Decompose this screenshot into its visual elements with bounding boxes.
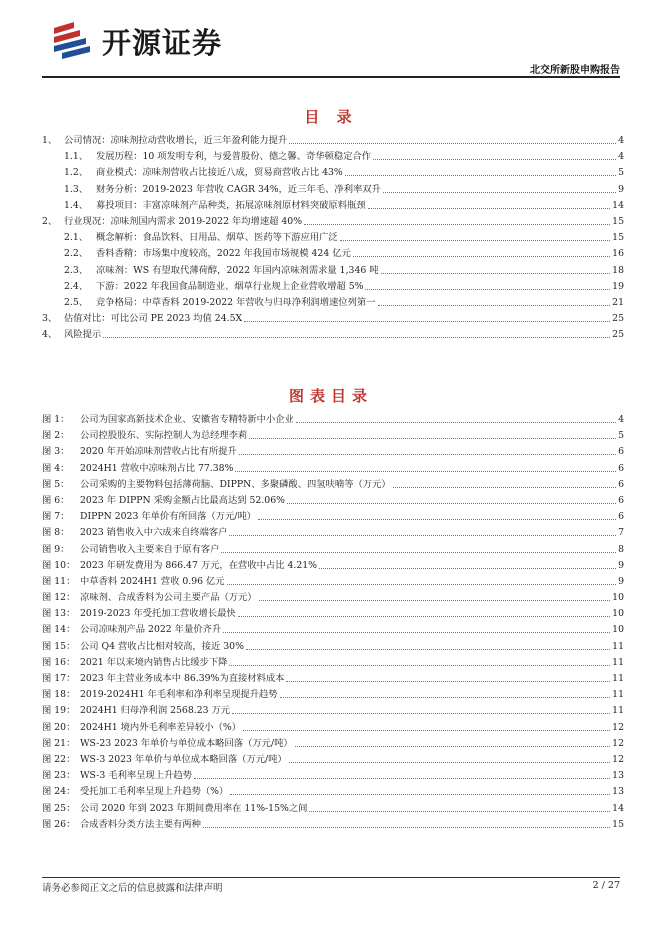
page-header: [0, 0, 662, 80]
entry-page: 5: [618, 167, 624, 179]
toc-entry[interactable]: [42, 198, 624, 214]
entry-title: 2023 年 DIPPN 采购金额占比最高达到 52.06%: [80, 494, 285, 506]
figure-entry[interactable]: [42, 752, 624, 768]
entry-number: 图 5：: [42, 478, 70, 490]
entry-page: 11: [612, 640, 624, 652]
leader-dots: [238, 606, 610, 617]
entry-title: 2021 年以来境内销售占比缓步下降: [80, 656, 228, 668]
leader-dots: [295, 736, 610, 747]
toc-entry[interactable]: [42, 214, 624, 230]
toc-entry[interactable]: [42, 133, 624, 149]
leader-dots: [232, 703, 610, 714]
entry-number: 图 25：: [42, 802, 76, 814]
entry-page: 13: [612, 786, 624, 798]
leader-dots: [373, 149, 616, 160]
entry-page: 4: [618, 135, 624, 146]
entry-number: 图 26：: [42, 818, 76, 830]
entry-title: 合成香料分类方法主要有两种: [80, 818, 201, 830]
toc-entry[interactable]: [42, 311, 624, 327]
leader-dots: [246, 639, 610, 650]
figure-entry[interactable]: [42, 525, 624, 541]
entry-number: 2、: [42, 215, 58, 227]
leader-dots: [289, 752, 610, 763]
leader-dots: [383, 182, 616, 193]
leader-dots: [296, 412, 616, 423]
entry-page: 4: [618, 151, 624, 163]
toc-list: [42, 133, 624, 343]
entry-page: 6: [618, 511, 624, 523]
figure-entry[interactable]: [42, 461, 624, 477]
entry-page: 15: [612, 818, 624, 830]
entry-page: 18: [612, 264, 624, 276]
entry-page: 25: [612, 313, 624, 325]
entry-title: 2019-2023 年受托加工营收增长最快: [80, 608, 236, 620]
entry-number: 1.4、: [64, 199, 89, 211]
entry-page: 21: [612, 296, 624, 308]
figure-entry[interactable]: [42, 477, 624, 493]
entry-page: 10: [612, 624, 624, 636]
entry-page: 9: [618, 559, 624, 571]
leader-dots: [368, 198, 611, 209]
entry-number: 图 19：: [42, 705, 76, 717]
figure-list-title: 图表目录: [288, 387, 373, 405]
leader-dots: [235, 461, 616, 472]
entry-page: 6: [618, 478, 624, 490]
report-type-label: 北交所新股申购报告: [530, 65, 620, 76]
entry-number: 图 15：: [42, 640, 76, 652]
entry-title: 公司为国家高新技术企业、安徽省专精特新中小企业: [80, 414, 294, 425]
figure-entry[interactable]: [42, 428, 624, 444]
toc-entry[interactable]: [42, 165, 624, 181]
entry-number: 2.4、: [64, 280, 89, 292]
entry-page: 11: [612, 673, 624, 684]
entry-page: 10: [612, 608, 624, 620]
entry-title: WS-3 2023 年单价与单位成本略回落（万元/吨）: [80, 753, 287, 765]
figure-entry[interactable]: [42, 574, 624, 590]
entry-title: WS-3 毛利率呈现上升趋势: [80, 770, 192, 782]
leader-dots: [378, 295, 611, 306]
entry-number: 图 8：: [42, 527, 70, 539]
toc-entry[interactable]: [42, 149, 624, 165]
company-logo: [50, 18, 222, 64]
entry-page: 10: [612, 592, 624, 604]
entry-title: 财务分析：2019-2023 年营收 CAGR 34%，近三年毛、净利率双升: [96, 183, 381, 195]
entry-title: WS-23 2023 年单价与单位成本略回落（万元/吨）: [80, 737, 293, 749]
figure-entry[interactable]: [42, 817, 624, 833]
entry-number: 3、: [42, 313, 58, 325]
entry-title: 受托加工毛利率呈现上升趋势（%）: [80, 786, 229, 798]
leader-dots: [289, 133, 616, 144]
footer-disclaimer: 请务必参阅正文之后的信息披露和法律声明: [42, 883, 223, 894]
entry-title: 2020 年开始凉味剂营收占比有所提升: [80, 446, 237, 458]
entry-page: 9: [618, 575, 624, 587]
entry-title: 竞争格局：中草香料 2019-2022 年营收与归母净利润增速位列第一: [96, 296, 376, 308]
entry-number: 2.3、: [64, 264, 89, 276]
figure-entry[interactable]: [42, 639, 624, 655]
figure-list: [42, 412, 624, 833]
leader-dots: [249, 428, 616, 439]
entry-number: 图 21：: [42, 737, 76, 749]
entry-number: 图 16：: [42, 656, 76, 668]
leader-dots: [103, 327, 610, 338]
leader-dots: [365, 279, 610, 290]
entry-number: 图 18：: [42, 689, 76, 701]
entry-number: 图 12：: [42, 592, 76, 604]
entry-number: 图 20：: [42, 721, 76, 733]
entry-number: 1.2、: [64, 167, 89, 179]
entry-title: 2024H1 归母净利润 2568.23 万元: [80, 705, 231, 717]
entry-page: 14: [612, 199, 624, 211]
toc-entry[interactable]: [42, 327, 624, 343]
entry-number: 图 9：: [42, 543, 70, 555]
entry-title: 发展历程：10 项发明专利，与爱普股份、德之馨、奇华顿稳定合作: [96, 151, 372, 163]
leader-dots: [345, 165, 616, 176]
entry-page: 12: [612, 721, 624, 733]
entry-page: 6: [618, 494, 624, 506]
entry-title: DIPPN 2023 年单价有所回落（万元/吨）: [80, 511, 257, 523]
entry-number: 图 2：: [42, 430, 70, 442]
leader-dots: [229, 525, 616, 536]
leader-dots: [243, 720, 610, 731]
entry-title: 商业模式：凉味剂营收占比接近八成，贸易商营收占比 43%: [96, 167, 343, 179]
figure-entry[interactable]: [42, 509, 624, 525]
leader-dots: [287, 493, 616, 504]
entry-number: 2.5、: [64, 296, 89, 308]
entry-title: 公司采购的主要物料包括薄荷脑、DIPPN、多聚磷酸、四氢呋喃等（万元）: [80, 478, 391, 490]
leader-dots: [340, 230, 610, 241]
leader-dots: [393, 477, 616, 488]
leader-dots: [309, 801, 610, 812]
entry-title: 2024H1 境内外毛利率差异较小（%）: [80, 721, 242, 733]
entry-number: 图 4：: [42, 462, 70, 474]
leader-dots: [227, 574, 616, 585]
entry-page: 8: [618, 543, 624, 555]
leader-dots: [286, 671, 610, 682]
entry-number: 图 14：: [42, 624, 76, 636]
leader-dots: [381, 263, 611, 274]
figure-entry[interactable]: [42, 768, 624, 784]
leader-dots: [194, 768, 610, 779]
entry-page: 19: [612, 280, 624, 292]
figure-entry[interactable]: [42, 736, 624, 752]
page-number: 2 / 27: [592, 880, 620, 891]
entry-title: 公司 Q4 营收占比相对较高，接近 30%: [80, 640, 244, 652]
entry-title: 风险提示: [64, 329, 102, 341]
toc-entry[interactable]: [42, 279, 624, 295]
leader-dots: [259, 590, 611, 601]
leader-dots: [244, 311, 610, 322]
entry-title: 募投项目：丰富凉味剂产品种类，拓展凉味剂原材料突破原料瓶颈: [96, 199, 366, 211]
toc-entry[interactable]: [42, 246, 624, 262]
entry-title: 概念解析：食品饮料、日用品、烟草、医药等下游应用广泛: [96, 232, 338, 244]
logo-text: 开源证券: [102, 25, 223, 60]
leader-dots: [223, 622, 610, 633]
leader-dots: [229, 655, 610, 666]
header-divider: [42, 76, 620, 78]
entry-title: 2023 年主营业务成本中 86.39%为直接材料成本: [80, 673, 285, 684]
entry-page: 7: [618, 527, 624, 539]
entry-number: 图 1：: [42, 414, 70, 425]
entry-number: 图 17：: [42, 673, 76, 684]
figure-entry[interactable]: [42, 444, 624, 460]
leader-dots: [203, 817, 610, 828]
figure-entry[interactable]: [42, 687, 624, 703]
figure-entry[interactable]: [42, 671, 624, 687]
entry-title: 公司凉味剂产品 2022 年量价齐升: [80, 624, 222, 636]
entry-number: 图 23：: [42, 770, 76, 782]
leader-dots: [319, 558, 616, 569]
figure-entry[interactable]: [42, 606, 624, 622]
entry-title: 2019-2024H1 年毛利率和净利率呈现提升趋势: [80, 689, 278, 701]
entry-page: 6: [618, 446, 624, 458]
toc-entry[interactable]: [42, 263, 624, 279]
figure-entry[interactable]: [42, 622, 624, 638]
leader-dots: [239, 444, 616, 455]
entry-page: 25: [612, 329, 624, 341]
toc-entry[interactable]: [42, 295, 624, 311]
entry-title: 2023 年研发费用为 866.47 万元，在营收中占比 4.21%: [80, 559, 317, 571]
entry-title: 中草香料 2024H1 营收 0.96 亿元: [80, 575, 225, 587]
entry-title: 香料香精：市场集中度较高，2022 年我国市场规模 424 亿元: [96, 248, 351, 260]
entry-page: 15: [612, 215, 624, 227]
entry-page: 16: [612, 248, 624, 260]
entry-number: 1.3、: [64, 183, 89, 195]
logo-mark-icon: [50, 18, 96, 64]
figure-entry[interactable]: [42, 784, 624, 800]
figure-entry[interactable]: [42, 412, 624, 428]
entry-title: 估值对比：可比公司 PE 2023 均值 24.5X: [64, 313, 243, 325]
entry-number: 图 10：: [42, 559, 76, 571]
entry-page: 11: [612, 689, 624, 701]
entry-number: 图 3：: [42, 446, 70, 458]
entry-page: 13: [612, 770, 624, 782]
entry-page: 5: [618, 430, 624, 442]
entry-title: 公司 2020 年到 2023 年期间费用率在 11%-15%之间: [80, 802, 308, 814]
entry-number: 1、: [42, 135, 58, 146]
leader-dots: [230, 784, 610, 795]
toc-title: 目 录: [304, 108, 358, 126]
leader-dots: [221, 542, 616, 553]
entry-number: 图 11：: [42, 575, 76, 587]
figure-entry[interactable]: [42, 558, 624, 574]
figure-entry[interactable]: [42, 493, 624, 509]
entry-title: 公司控股股东、实际控制人为总经理李莉: [80, 430, 248, 442]
figure-entry[interactable]: [42, 590, 624, 606]
entry-number: 图 22：: [42, 753, 76, 765]
entry-page: 12: [612, 753, 624, 765]
entry-number: 图 13：: [42, 608, 76, 620]
entry-number: 图 7：: [42, 511, 70, 523]
entry-page: 11: [612, 656, 624, 668]
leader-dots: [280, 687, 611, 698]
figure-entry[interactable]: [42, 655, 624, 671]
entry-title: 行业现况：凉味剂国内需求 2019-2022 年均增速超 40%: [64, 215, 303, 227]
figure-entry[interactable]: [42, 801, 624, 817]
entry-page: 6: [618, 462, 624, 474]
entry-page: 4: [618, 414, 624, 425]
entry-number: 1.1、: [64, 151, 89, 163]
entry-number: 2.2、: [64, 248, 89, 260]
entry-title: 下游：2022 年我国食品制造业、烟草行业规上企业营收增超 5%: [96, 280, 364, 292]
figure-entry[interactable]: [42, 703, 624, 719]
figure-entry[interactable]: [42, 542, 624, 558]
entry-title: 公司销售收入主要来自于原有客户: [80, 543, 220, 555]
figure-entry[interactable]: [42, 720, 624, 736]
footer-divider: [42, 877, 620, 878]
entry-title: 公司情况：凉味剂拉动营收增长，近三年盈利能力提升: [64, 135, 288, 146]
entry-page: 15: [612, 232, 624, 244]
entry-title: 凉味剂：WS 有望取代薄荷醇，2022 年国内凉味剂需求量 1,346 吨: [96, 264, 379, 276]
entry-page: 11: [612, 705, 624, 717]
entry-number: 图 24：: [42, 786, 76, 798]
toc-entry[interactable]: [42, 182, 624, 198]
leader-dots: [353, 246, 610, 257]
entry-title: 2024H1 营收中凉味剂占比 77.38%: [80, 462, 234, 474]
entry-page: 14: [612, 802, 624, 814]
entry-title: 2023 销售收入中六成来自终端客户: [80, 527, 228, 539]
toc-entry[interactable]: [42, 230, 624, 246]
leader-dots: [258, 509, 616, 520]
entry-number: 2.1、: [64, 232, 89, 244]
entry-title: 凉味剂、合成香料为公司主要产品（万元）: [80, 592, 257, 604]
entry-number: 4、: [42, 329, 58, 341]
entry-number: 图 6：: [42, 494, 70, 506]
leader-dots: [304, 214, 610, 225]
entry-page: 9: [618, 183, 624, 195]
entry-page: 12: [612, 737, 624, 749]
